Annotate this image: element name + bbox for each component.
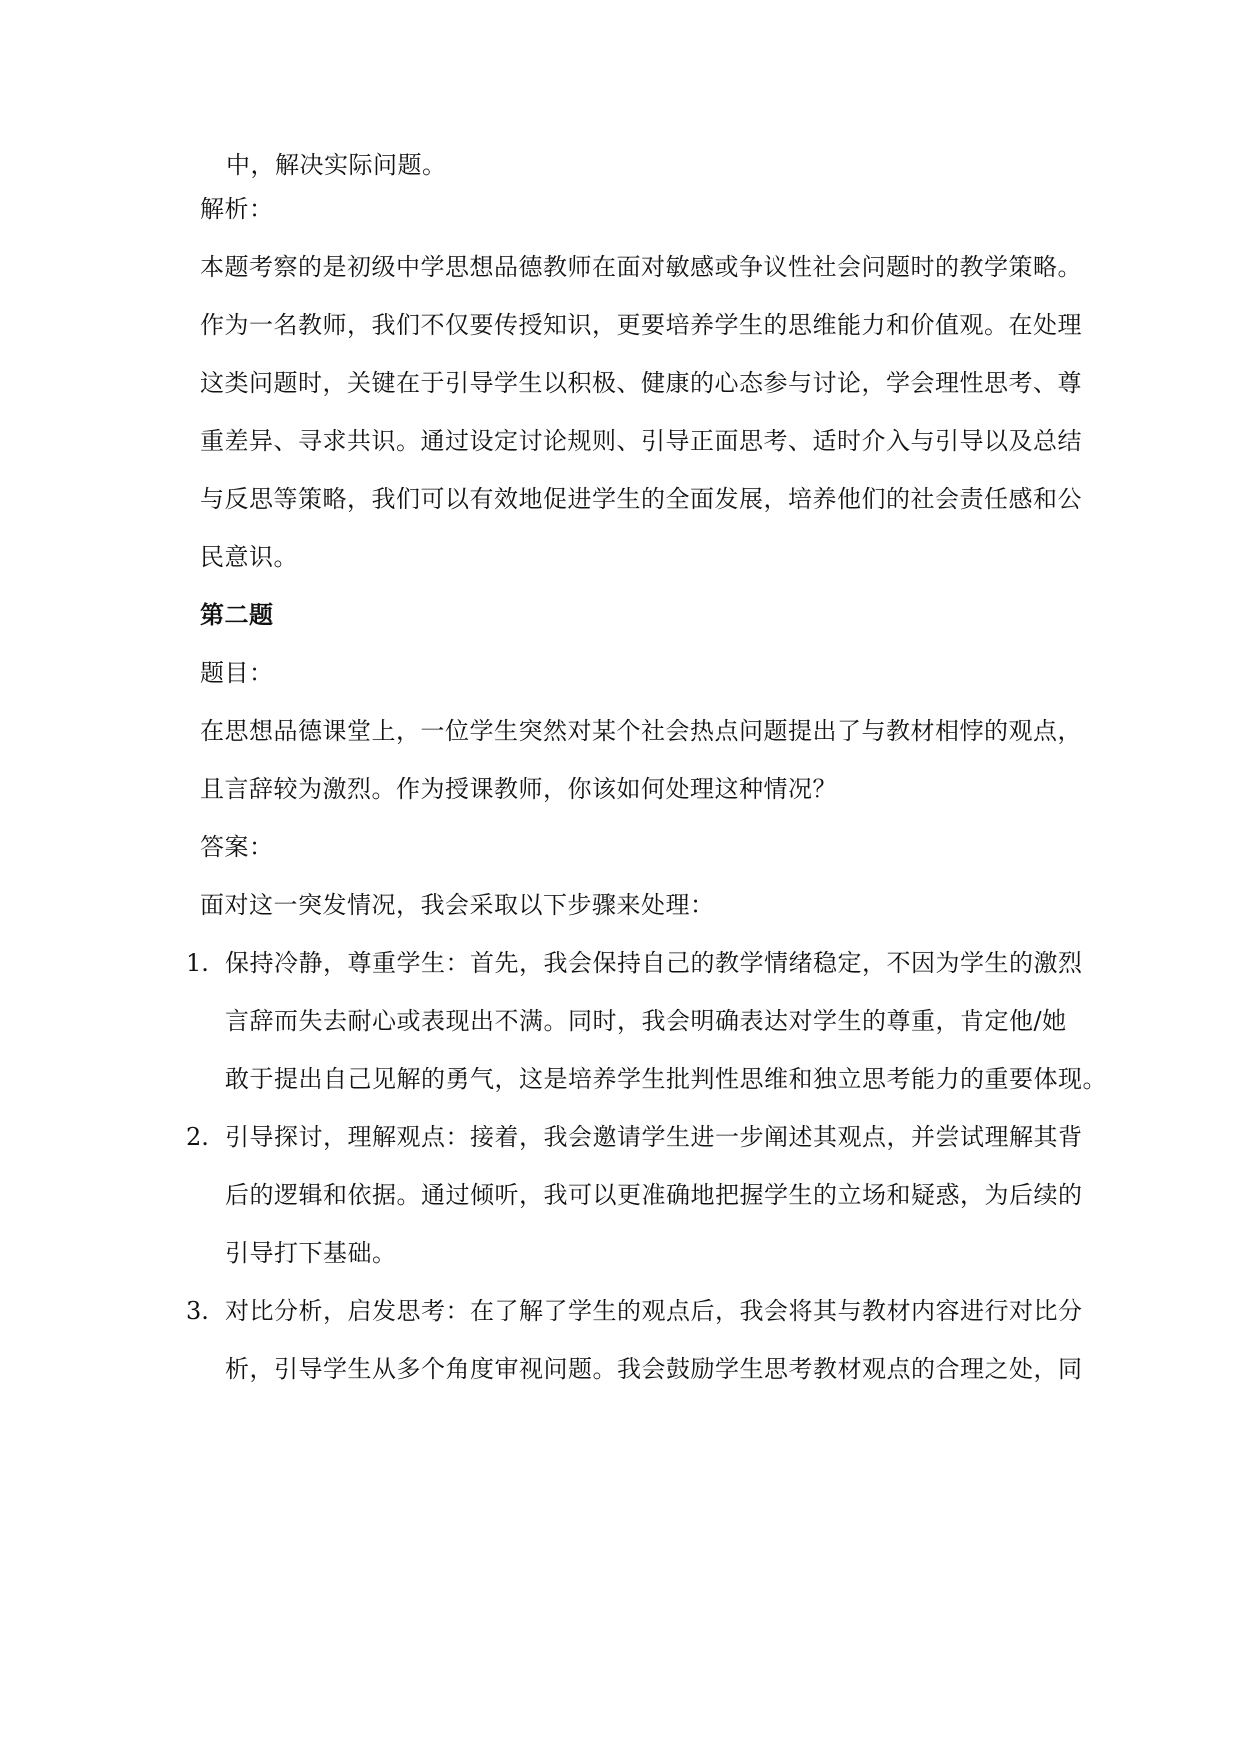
- analysis-line-5: 与反思等策略，我们可以有效地促进学生的全面发展，培养他们的社会责任感和公: [200, 485, 1082, 513]
- analysis-line-3: 这类问题时，关键在于引导学生以积极、健康的心态参与讨论，学会理性思考、尊: [200, 369, 1082, 397]
- step-line: 言辞而失去耐心或表现出不满。同时，我会明确表达对学生的尊重，肯定他/她: [225, 1007, 1067, 1035]
- step-number: 1.: [186, 949, 209, 977]
- question-label: 题目：: [200, 659, 274, 687]
- step-line: 后的逻辑和依据。通过倾听，我可以更准确地把握学生的立场和疑惑，为后续的: [225, 1181, 1083, 1209]
- question-line-2: 且言辞较为激烈。作为授课教师，你该如何处理这种情况？: [200, 775, 837, 803]
- section-title: 第二题: [200, 600, 274, 629]
- step-line: 引导打下基础。: [225, 1239, 397, 1267]
- step-line: 对比分析，启发思考：在了解了学生的观点后，我会将其与教材内容进行对比分: [225, 1297, 1083, 1325]
- analysis-line-2: 作为一名教师，我们不仅要传授知识，更要培养学生的思维能力和价值观。在处理: [200, 311, 1082, 339]
- question-line-1: 在思想品德课堂上，一位学生突然对某个社会热点问题提出了与教材相悖的观点，: [200, 717, 1082, 745]
- analysis-line-6: 民意识。: [200, 543, 298, 571]
- step-number: 3.: [186, 1297, 209, 1325]
- answer-label: 答案：: [200, 833, 274, 861]
- continuation-line: 中，解决实际问题。: [226, 151, 447, 179]
- step-line: 保持冷静，尊重学生：首先，我会保持自己的教学情绪稳定，不因为学生的激烈: [225, 949, 1083, 977]
- answer-intro: 面对这一突发情况，我会采取以下步骤来处理：: [200, 891, 715, 919]
- step-line: 敢于提出自己见解的勇气，这是培养学生批判性思维和独立思考能力的重要体现。: [225, 1065, 1107, 1093]
- analysis-line-1: 本题考察的是初级中学思想品德教师在面对敏感或争议性社会问题时的教学策略。: [200, 253, 1082, 281]
- step-number: 2.: [186, 1123, 209, 1151]
- analysis-line-4: 重差异、寻求共识。通过设定讨论规则、引导正面思考、适时介入与引导以及总结: [200, 427, 1082, 455]
- step-line: 引导探讨，理解观点：接着，我会邀请学生进一步阐述其观点，并尝试理解其背: [225, 1123, 1083, 1151]
- step-line: 析，引导学生从多个角度审视问题。我会鼓励学生思考教材观点的合理之处，同: [225, 1355, 1083, 1383]
- analysis-label: 解析：: [200, 195, 274, 223]
